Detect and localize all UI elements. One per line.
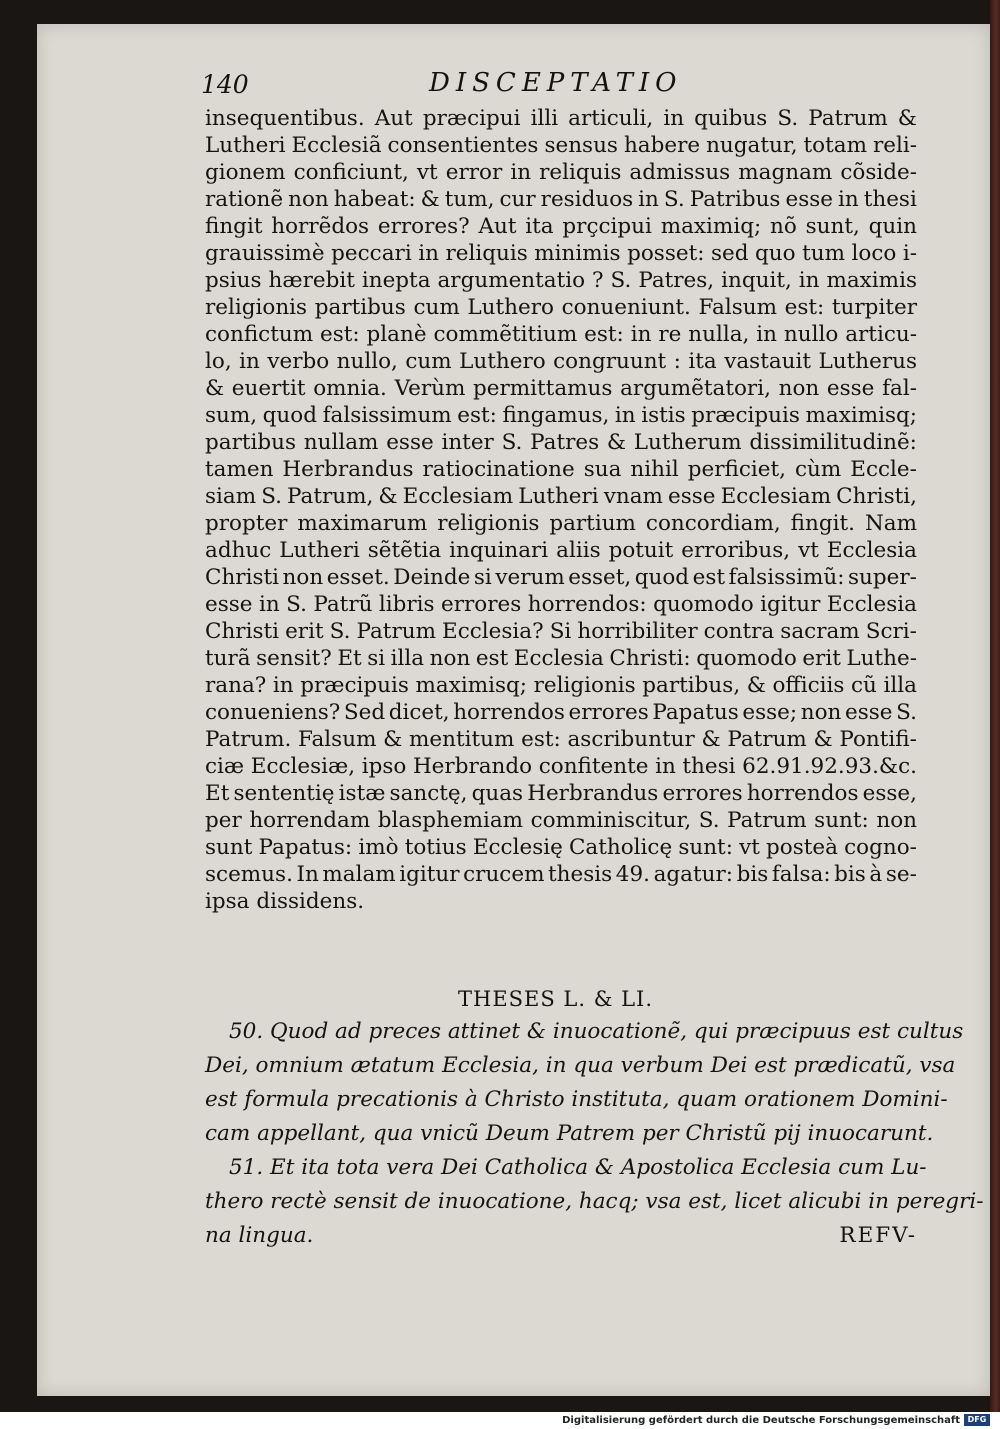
text-line: Lutheri Ecclesiã consentientes sensus habere nugatur, totam reli-: [205, 133, 917, 158]
text-line: Christi non esset. Deinde si verum esset, quod est falsissimũ: super-: [205, 565, 917, 590]
text-line: adhuc Lutheri sẽtẽtia inquinari aliis potuit erroribus, vt Ecclesia: [205, 538, 917, 563]
running-head: DISCEPTATIO: [429, 68, 683, 98]
dfg-logo: DFG: [964, 1414, 990, 1426]
text-line: sum, quod falsissimum est: fingamus, in istis præcipuis maximisq;: [205, 403, 917, 428]
page-number: 140: [201, 70, 249, 99]
thesis-last-line: [205, 1219, 917, 1253]
text-line: Christi erit S. Patrum Ecclesia? Si horribiliter contra sacram Scri-: [205, 619, 917, 644]
thesis-line: cam appellant, qua vnicũ Deum Patrem per Christũ pij inuocarunt.: [205, 1121, 934, 1146]
thesis-line: thero rectè sensit de inuocatione, hacq; vsa est, licet alicubi in peregri-: [205, 1189, 984, 1214]
page-header: [201, 66, 721, 106]
thesis-line: na lingua.: [205, 1223, 314, 1248]
text-line: rana? in præcipuis maximisq; religionis partibus, & officiis cũ illa: [205, 673, 917, 698]
text-line: turã sensit? Et si illa non est Ecclesia Christi: quomodo erit Luthe-: [205, 646, 917, 671]
text-line: insequentibus. Aut præcipui illi articuli, in quibus S. Patrum &: [205, 106, 917, 131]
book-edge: [990, 0, 1000, 1412]
text-line: ciæ Ecclesiæ, ipso Herbrando confitente in thesi 62.91.92.93.&c.: [205, 754, 917, 779]
text-line: Patrum. Falsum & mentitum est: ascribuntur & Patrum & Pontifi-: [205, 727, 917, 752]
text-line: partibus nullam esse inter S. Patres & Lutherum dissimilitudinẽ:: [205, 430, 917, 455]
text-line: ipsa dissidens.: [205, 889, 365, 914]
text-line: confictum est: planè commẽtitium est: in re nulla, in nullo articu-: [205, 322, 917, 347]
text-line: per horrendam blasphemiam comminiscitur, S. Patrum sunt: non: [205, 808, 917, 833]
text-line: siam S. Patrum, & Ecclesiam Lutheri vnam esse Ecclesiam Christi,: [205, 484, 917, 509]
text-line: esse in S. Patrũ libris errores horrendos: quomodo igitur Ecclesia: [205, 592, 917, 617]
text-line: tamen Herbrandus ratiocinatione sua nihil perficiet, cùm Eccle-: [205, 457, 917, 482]
funding-credit: Digitalisierung gefördert durch die Deutsche Forschungsgemeinschaft: [562, 1415, 960, 1426]
thesis-line: 50. Quod ad preces attinet & inuocationẽ, qui præcipuus est cultus: [229, 1019, 964, 1044]
theses-block: [205, 1015, 984, 1253]
text-line: gionem conficiunt, vt error in reliquis admissus magnam cõside-: [205, 160, 917, 185]
text-line: Et sententię istæ sanctę, quas Herbrandus errores horrendos esse,: [205, 781, 917, 806]
text-line: conueniens? Sed dicet, horrendos errores Papatus esse; non esse S.: [205, 700, 917, 725]
thesis-line: Dei, omnium ætatum Ecclesia, in qua verbum Dei est prædicatũ, vsa: [205, 1053, 956, 1078]
text-line: scemus. In malam igitur crucem thesis 49. agatur: bis falsa: bis à se-: [205, 862, 917, 887]
text-line: sunt Papatus: imò totius Ecclesię Catholicę sunt: vt posteà cogno-: [205, 835, 917, 860]
footer-bar: [0, 1412, 1000, 1429]
text-line: lo, in verbo nullo, cum Luthero congruunt : ita vastauit Lutherus: [205, 349, 917, 374]
catchword: REFV-: [839, 1223, 917, 1248]
body-text: [205, 105, 917, 915]
thesis-line: est formula precationis à Christo instituta, quam orationem Domini-: [205, 1087, 948, 1112]
text-line: propter maximarum religionis partium concordiam, fingit. Nam: [205, 511, 917, 536]
text-line: fingit horrẽdos errores? Aut ita prçcipui maximiq; nõ sunt, quin: [205, 214, 917, 239]
text-line: rationẽ non habeat: & tum, cur residuos in S. Patribus esse in thesi: [205, 187, 917, 212]
text-line: & euertit omnia. Verùm permittamus argumẽtatori, non esse fal-: [205, 376, 917, 401]
thesis-line: 51. Et ita tota vera Dei Catholica & Apostolica Ecclesia cum Lu-: [229, 1155, 927, 1180]
text-line: psius hærebit inepta argumentatio ? S. Patres, inquit, in maximis: [205, 268, 917, 293]
section-heading: THESES L. & LI.: [458, 987, 654, 1011]
text-line: grauissimè peccari in reliquis minimis posset: sed quo tum loco i-: [205, 241, 917, 266]
text-line: religionis partibus cum Luthero conueniunt. Falsum est: turpiter: [205, 295, 917, 320]
